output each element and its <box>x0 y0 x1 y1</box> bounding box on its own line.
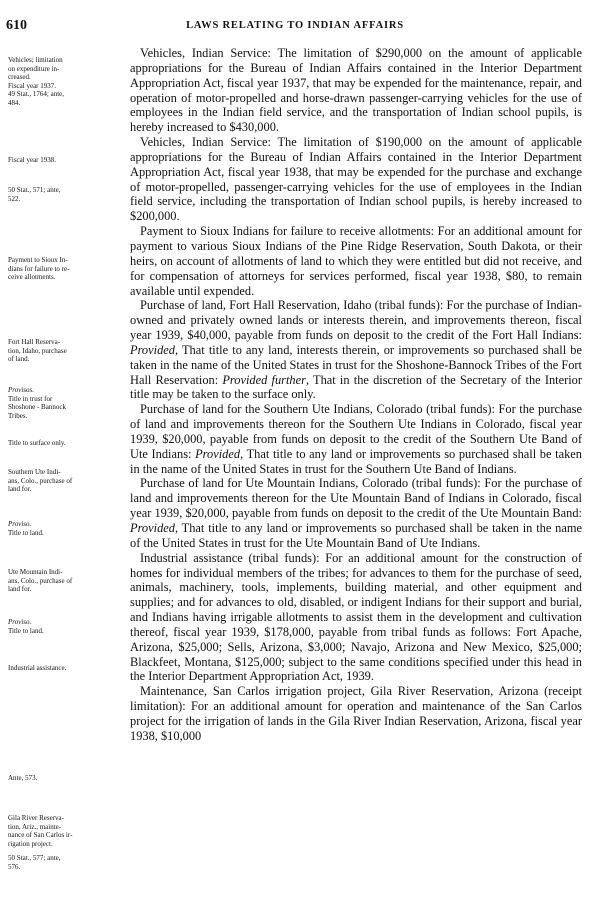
margin-note-line: Southern Ute Indi- <box>8 468 61 476</box>
running-head: LAWS RELATING TO INDIAN AFFAIRS <box>186 20 404 31</box>
paragraph-text: Maintenance, San Carlos irrigation project, Gila River Reservation, Arizona (receipt limitation): For an additional amount for operation and maintenance of the San Carlos project for the irrigation of lands in the Gila River Indian Reservation, Arizona, fiscal year 1938, $10,000 <box>130 684 582 743</box>
margin-note-line: Title to surface only. <box>8 439 66 447</box>
margin-note <box>8 439 126 448</box>
paragraph <box>130 684 582 743</box>
margin-note <box>8 774 126 783</box>
margin-note-line: 49 Stat., 1764; ante, <box>8 90 64 98</box>
margin-notes <box>0 0 126 900</box>
margin-note-line: Ante, 573. <box>8 774 38 782</box>
margin-note <box>8 854 126 871</box>
paragraph <box>130 551 582 685</box>
margin-note-line: Proviso. <box>8 520 32 528</box>
margin-note-line: Provisos. <box>8 386 34 394</box>
margin-note-line: Gila River Reserva- <box>8 814 64 822</box>
margin-note-line: Fiscal year 1937. <box>8 81 57 90</box>
margin-note-line: Shoshone - Bannock <box>8 403 66 411</box>
margin-note-line: land for. <box>8 485 32 493</box>
body-text <box>130 46 582 744</box>
margin-note-line: land for. <box>8 585 32 593</box>
margin-note-line: Title in trust for <box>8 394 53 403</box>
paragraph-text: Vehicles, Indian Service: The limitation of $290,000 on the amount of applicable appropriations for the Bureau of Indian Affairs contained in the Interior Department Appropriation Act, fiscal year 1937, that may be expended for the maintenance, repair, and operation of motor-propelled and horse-drawn passenger-carrying vehicles for the use of employees in the Indian field service, and the transportation of Indian school pupils, is hereby increased to $430,000. <box>130 46 582 135</box>
margin-note-line: 484. <box>8 98 21 107</box>
margin-note <box>8 664 126 673</box>
margin-note-line: tion, Idaho, purchase <box>8 346 67 355</box>
margin-note-line: Tribes. <box>8 411 28 420</box>
margin-note-line: 576. <box>8 862 21 871</box>
proviso-term: Provided <box>195 446 241 461</box>
margin-note-line: of land. <box>8 355 30 363</box>
margin-note <box>8 156 126 165</box>
margin-note-line: ans, Colo., purchase of <box>8 476 73 485</box>
paragraph-text: Purchase of land for the Southern Ute Indians, Colorado (tribal funds): For the purchase of land and improvements thereon for the Southern Ute Indians in Colorado, fiscal year 1939, $20,000, payable from funds on deposit to the credit of the Southern Ute Band of Ute Indians: <box>130 402 582 461</box>
margin-note-line: Fort Hall Reserva- <box>8 338 61 346</box>
margin-note-line: Industrial assistance. <box>8 664 67 672</box>
margin-note-line: on expenditure in- <box>8 64 60 73</box>
margin-note-line: ceive allotments. <box>8 273 56 281</box>
margin-note-line: Title to land. <box>8 528 44 537</box>
margin-note-line: Fiscal year 1938. <box>8 156 57 164</box>
paragraph <box>130 476 582 550</box>
margin-note <box>8 468 126 494</box>
proviso-term: Provided further <box>222 372 306 387</box>
page-number: 610 <box>6 18 27 33</box>
margin-note-line: rigation project. <box>8 839 53 848</box>
paragraph-text: Industrial assistance (tribal funds): For an additional amount for the construction of homes for individual members of the tribes; for advances to them for the purchase of seed, animals, machinery, tools, implements, building material, and other equipment and supplies; and for advances to old, disabled, or indigent Indians for their support and burial, and Indians having irrigable allotments to assist them in the development and cultivation thereof, fiscal year 1939, $178,000, payable from tribal funds as follows: Fort Apache, Arizona, $25,000; Sells, Arizona, $3,000; Navajo, Arizona and New Mexico, $25,000; Blackfeet, Montana, $125,000; subject to the same conditions specified under this head in the Interior Department Appropriation Act, 1939. <box>130 550 582 684</box>
margin-note <box>8 256 126 282</box>
proviso-term: Provided <box>130 342 175 357</box>
margin-note-line: tion, Ariz., mainte- <box>8 822 62 831</box>
margin-note <box>8 338 126 364</box>
margin-note <box>8 520 126 537</box>
paragraph-text: Purchase of land for Ute Mountain Indians, Colorado (tribal funds): For the purchase of land and improvements thereon for the Ute Mountain Band of Indians in Colorado, fiscal year 1939, $20,000, payable from funds on deposit to the credit of the Ute Mountain Band: <box>130 476 582 521</box>
margin-note-line: ans, Colo., purchase of <box>8 576 73 585</box>
paragraph-text: Payment to Sioux Indians for failure to receive allotments: For an additional amount for payment to various Sioux Indians of the Pine Ridge Reservation, South Dakota, or their heirs, on account of allotments of land to which they were entitled but did not receive, and for compensation of attorneys for services performed, fiscal year 1938, $80, to remain available until expended. <box>130 224 582 298</box>
margin-note-line: creased. <box>8 73 31 81</box>
margin-note-line: 522. <box>8 194 21 203</box>
margin-note <box>8 56 126 107</box>
margin-note <box>8 186 126 203</box>
paragraph <box>130 224 582 298</box>
paragraph-text: Purchase of land, Fort Hall Reservation, Idaho (tribal funds): For the purchase of Indian-owned and privately owned lands or interests therein, and improvements thereon, fiscal year 1939, $40,000, payable from funds on deposit to the credit of the Fort Hall Indians: <box>130 298 582 343</box>
paragraph <box>130 46 582 135</box>
margin-note <box>8 618 126 635</box>
margin-note-line: Title to land. <box>8 626 44 635</box>
margin-note-line: Vehicles; limitation <box>8 56 63 64</box>
paragraph <box>130 402 582 476</box>
paragraph-text: , That title to any land, interests therein, or improvements so purchased shall be taken in the name of the United States in trust for the Shoshone-Bannock Tribes of the Fort Hall Reservation: <box>130 342 582 387</box>
margin-note-line: 50 Stat., 577; ante, <box>8 854 61 862</box>
margin-note-line: 50 Stat., 571; ante, <box>8 186 61 194</box>
margin-note <box>8 814 126 848</box>
proviso-term: Provided <box>130 521 175 535</box>
margin-note-line: nance of San Carlos ir- <box>8 831 73 839</box>
paragraph-text: , That title to any land or improvements so purchased shall be taken in the name of the United States in trust for the Ute Mountain Band of Ute Indians. <box>130 521 582 550</box>
paragraph <box>130 298 582 402</box>
paragraph-text: , That title to any land or improvements so purchased shall be taken in the name of the United States in trust for the Southern Ute Band of Indians. <box>130 446 582 476</box>
paragraph-text: , That in the discretion of the Secretary of the Interior title may be taken to the surface only. <box>130 372 582 402</box>
margin-note-line: Proviso. <box>8 618 32 626</box>
margin-note-line: Payment to Sioux In- <box>8 256 68 264</box>
paragraph <box>130 135 582 224</box>
margin-note <box>8 386 126 420</box>
margin-note <box>8 568 126 594</box>
margin-note-line: Ute Mountain Indi- <box>8 568 63 576</box>
paragraph-text: Vehicles, Indian Service: The limitation of $190,000 on the amount of applicable appropriations for the Bureau of Indian Affairs contained in the Interior Department Appropriation Act, fiscal year 1938, that may be expended for the purchase and exchange of motor-propelled, passenger-carrying vehicles for the use of employees in the Indian field service, including the transportation of Indian school pupils, is hereby increased to $200,000. <box>130 135 582 224</box>
margin-note-line: dians for failure to re- <box>8 264 70 273</box>
